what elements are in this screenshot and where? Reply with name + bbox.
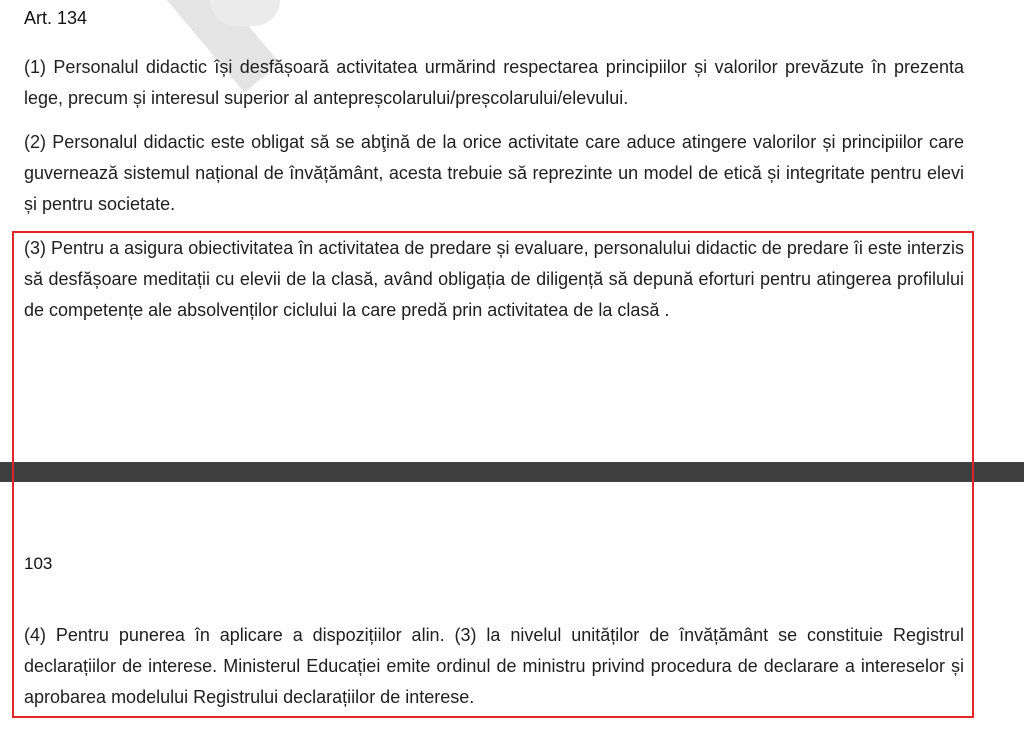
paragraph-4: (4) Pentru punerea în aplicare a dispozițiilor alin. (3) la nivelul unităților de învățământ se constituie Registrul declarațiilor de interese. Ministerul Educației emite ordinul de ministru privind procedura de declarare a intereselor și aprobarea modelului Registrului declarațiilor de interese. [24,625,964,707]
paragraph-2: (2) Personalul didactic este obligat să se abţină de la orice activitate care aduce atingere valorilor și principiilor care guvernează sistemul național de învățământ, acesta trebuie să reprezinte un model de etică și integritate pentru elevi și pentru societate. [24,132,964,214]
paragraph-3: (3) Pentru a asigura obiectivitatea în activitatea de predare și evaluare, personalului didactic de predare îi este interzis să desfășoare meditații cu elevii de la clasă, având obligația de diligență să depună eforturi pentru atingerea profilului de competențe ale absolvenților ciclului la care predă prin activitatea de la clasă . [24,238,964,320]
article-title: Art. 134 [24,8,88,28]
paragraph-1: (1) Personalul didactic își desfășoară activitatea urmărind respectarea principiilor și valorilor prevăzute în prezenta lege, precum și interesul superior al antepreșcolarului/preșcolarului/elevului. [24,57,964,108]
page-break-bar [0,462,1024,482]
page-number: 103 [24,554,53,573]
